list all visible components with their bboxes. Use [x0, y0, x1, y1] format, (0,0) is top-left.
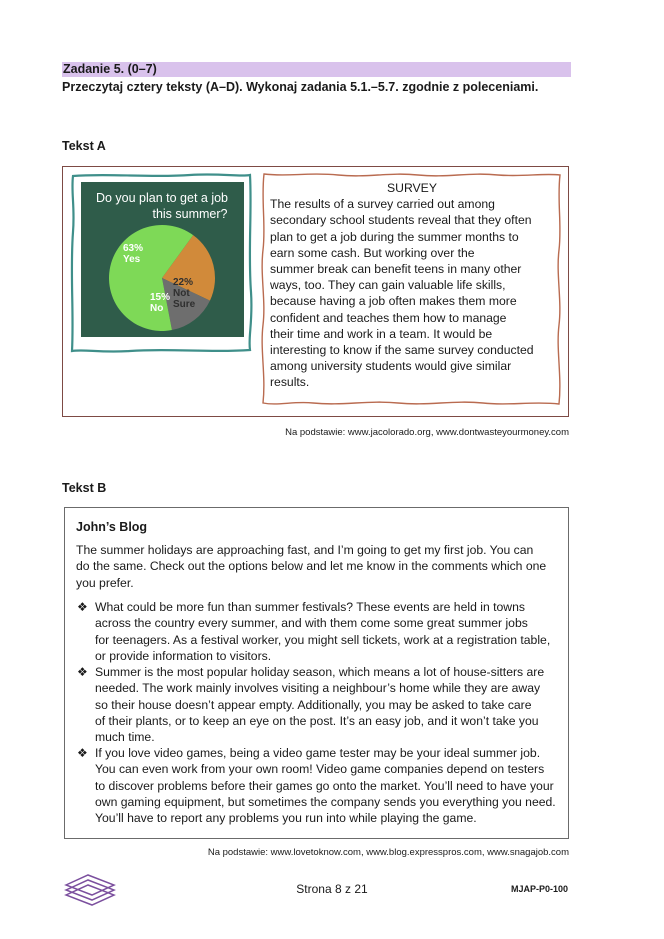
pie-slice-not-sure-label: Not [173, 288, 190, 299]
blog-bullet-item [95, 599, 565, 664]
survey-line: summer break can benefit teens in many other [270, 262, 522, 277]
bullet-diamond-icon: ❖ [77, 665, 88, 679]
survey-title: SURVEY [387, 181, 437, 195]
bullet-line: own gaming equipment, but sometimes the company sends you everything you need. [95, 794, 556, 809]
survey-text [270, 180, 554, 391]
bullet-line: across the country every summer, and with them come some great summer jobs [95, 616, 528, 631]
exam-code: MJAP-P0-100 [510, 884, 568, 894]
blog-intro [76, 542, 562, 591]
survey-line: plan to get a job during the summer months to [270, 229, 519, 244]
survey-line: interesting to know if the same survey conducted [270, 343, 534, 358]
bullet-diamond-icon: ❖ [77, 746, 88, 760]
bullet-diamond-icon: ❖ [77, 600, 88, 614]
survey-line: because having a job often makes them more [270, 294, 517, 309]
survey-panel [258, 170, 565, 410]
bullet-line: of their plants, or to keep an eye on the post. It’s an easy job, and it won’t take you [95, 713, 539, 728]
pie-chart-panel [70, 172, 253, 353]
bullet-line: much time. [95, 730, 155, 745]
chart-title-line-1: Do you plan to get a job [95, 191, 229, 205]
bullet-line: You’ll have to report any problems you run into while playing the game. [95, 811, 477, 826]
bullet-line: What could be more fun than summer festivals? These events are held in towns [95, 600, 525, 614]
blog-title: John’s Blog [76, 520, 148, 534]
text-a-source: Na podstawie: www.jacolorado.org, www.dontwasteyourmoney.com [285, 427, 569, 438]
bullet-line: or provide information to visitors. [95, 648, 272, 663]
pie-slice-not-sure-label: Sure [173, 299, 196, 310]
pie-slice-not-sure-label: 22% [173, 277, 194, 288]
text-b-label: Tekst B [62, 481, 107, 495]
survey-line: among university students would give similar [270, 359, 512, 374]
survey-line: confident and teaches them how to manage [270, 310, 507, 325]
pie-slices [109, 225, 215, 331]
pie-chart-svg [70, 172, 253, 353]
task-header: Zadanie 5. (0–7) [62, 62, 571, 77]
text-b-source: Na podstawie: www.lovetoknow.com, www.blog.expresspros.com, www.snagajob.com [207, 847, 569, 858]
bullet-line: for teenagers. As a festival worker, you might sell tickets, work at a registration table, [95, 632, 551, 647]
blog-intro-line: The summer holidays are approaching fast, and I’m going to get my first job. You can [76, 543, 534, 557]
survey-line: earn some cash. But working over the [270, 245, 475, 260]
blog-intro-line: you prefer. [76, 575, 134, 590]
survey-line: ways, too. They can gain valuable life skills, [270, 278, 506, 293]
page-number: Strona 8 z 21 [296, 882, 368, 896]
bullet-line: needed. The work mainly involves visiting a neighbour’s home while they are away [95, 681, 541, 696]
bullet-line: to discover problems before their games go onto the market. You’ll need to have your [95, 778, 554, 793]
text-a-label: Tekst A [62, 139, 106, 153]
bullet-line: If you love video games, being a video game tester may be your ideal summer job. [95, 746, 541, 760]
survey-line: secondary school students reveal that they often [270, 213, 532, 228]
bullet-line: You can even work from your own room! Video game companies depend on testers [95, 762, 545, 777]
blog-bullet-item [95, 664, 565, 745]
bullet-line: so their house doesn’t appear empty. Additionally, you may be asked to take care [95, 697, 532, 712]
blog-intro-line: do the same. Check out the options below and let me know in the comments which one [76, 559, 547, 574]
pie-slice-yes-label: 63% [123, 243, 144, 254]
blog-bullet-item [95, 745, 565, 826]
survey-line: The results of a survey carried out among [270, 197, 495, 212]
survey-line: results. [270, 375, 310, 390]
survey-line: their time and work in a team. It would be [270, 326, 493, 341]
pie-slice-no-label: No [150, 303, 164, 314]
pie-slice-no-label: 15% [150, 292, 171, 303]
bullet-line: Summer is the most popular holiday season, which means a lot of house-sitters are [95, 665, 545, 679]
task-instruction: Przeczytaj cztery teksty (A–D). Wykonaj zadania 5.1.–5.7. zgodnie z poleceniami. [62, 80, 539, 94]
pie-slice-yes-label: Yes [123, 254, 141, 265]
chart-title-line-2: this summer? [152, 207, 228, 221]
